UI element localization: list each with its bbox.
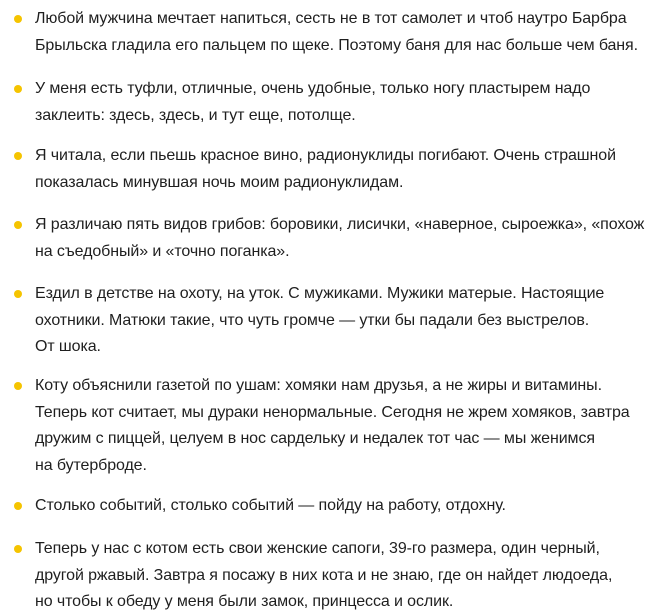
list-item-text-line: но чтобы к обеду у меня были замок, принцесса и ослик. [35, 593, 454, 610]
list-item-text-line: Коту объяснили газетой по ушам: хомяки нам друзья, а не жиры и витамины. [35, 377, 602, 394]
bullet-dot-icon [14, 15, 22, 23]
list-item-text-line: на съедобный» и «точно поганка». [35, 242, 290, 260]
bullet-dot-icon [14, 502, 22, 510]
bullet-dot-icon [14, 152, 22, 160]
list-item-text-line: заклеить: здесь, здесь, и тут еще, потолще. [35, 106, 356, 124]
list-item-text-line: дружим с пиццей, целуем в нос сардельку и недалек тот час — мы женимся [35, 430, 595, 447]
list-item-text-line: на бутерброде. [35, 456, 147, 474]
list-item-text-line: другой ржавый. Завтра я посажу в них кота и не знаю, где он найдет людоеда, [35, 566, 613, 584]
bullet-dot-icon [14, 85, 22, 93]
bullet-dot-icon [14, 221, 22, 229]
list-item-text-line: показалась минувшая ночь моим радионуклидам. [35, 173, 404, 191]
list-item-text-line: Теперь кот считает, мы дураки ненормальные. Сегодня не жрем хомяков, завтра [35, 403, 630, 421]
list-item-text-line: Любой мужчина мечтает напиться, сесть не в тот самолет и чтоб наутро Барбра [35, 10, 627, 27]
list-item-text-line: Ездил в детстве на охоту, на уток. С мужиками. Мужики матерые. Настоящие [35, 285, 605, 302]
list-item-text-line: От шока. [35, 338, 101, 355]
bullet-dot-icon [14, 382, 22, 390]
bullet-dot-icon [14, 545, 22, 553]
bullet-dot-icon [14, 290, 22, 298]
list-item-text-line: Я читала, если пьешь красное вино, радионуклиды погибают. Очень страшной [35, 147, 616, 164]
list-item-text-line: Теперь у нас с котом есть свои женские сапоги, 39-го размера, один черный, [35, 540, 600, 557]
list-item-text-line: У меня есть туфли, отличные, очень удобные, только ногу пластырем надо [35, 80, 591, 97]
list-item-text-line: охотники. Матюки такие, что чуть громче — утки бы падали без выстрелов. [35, 311, 590, 329]
list-item-text-line: Брыльска гладила его пальцем по щеке. Поэтому баня для нас больше чем баня. [35, 36, 638, 54]
list-item-text-line: Я различаю пять видов грибов: боровики, лисички, «наверное, сыроежка», «похож [35, 216, 645, 233]
list-item-text-line: Столько событий, столько событий — пойду на работу, отдохну. [35, 497, 506, 514]
